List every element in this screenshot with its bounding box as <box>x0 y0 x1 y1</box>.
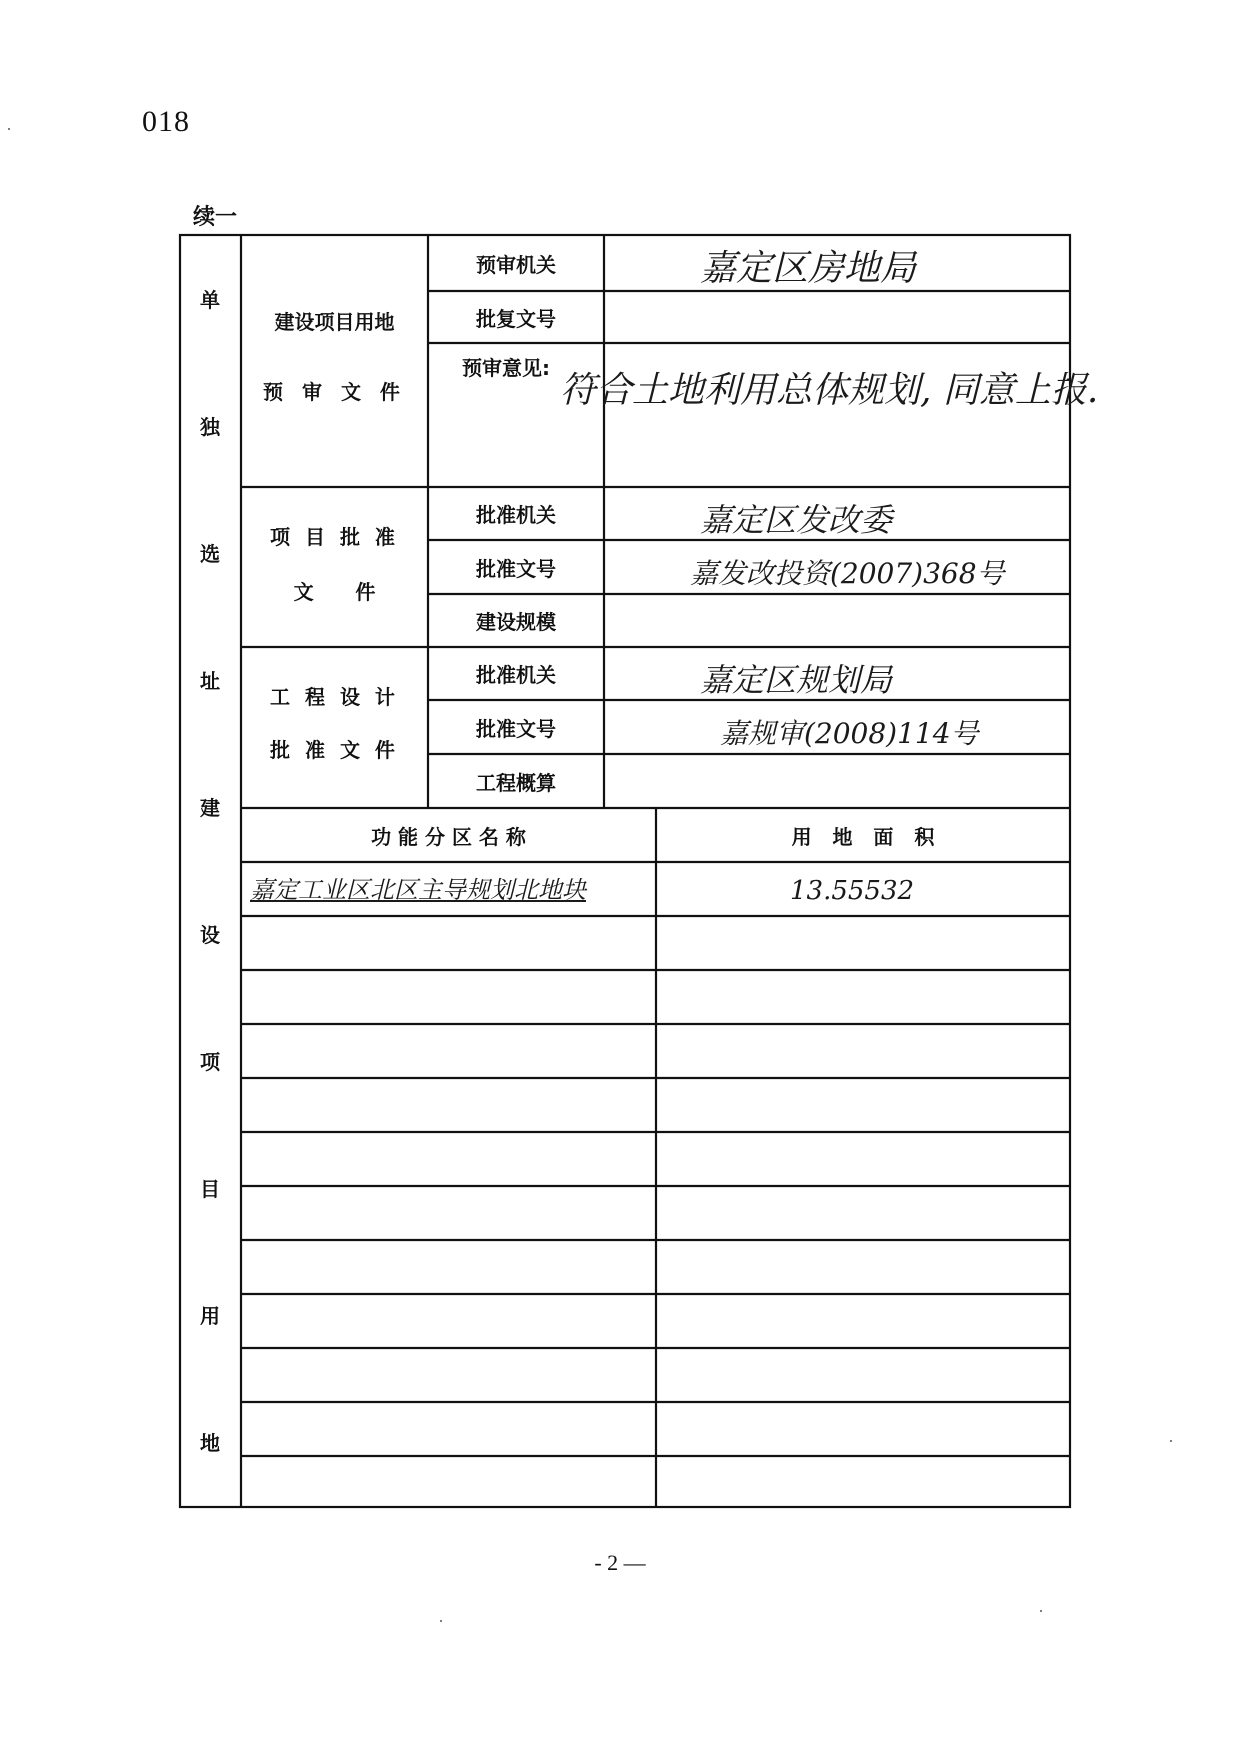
section1-label-line1: 建设项目用地 <box>274 309 395 334</box>
section3-label-line1: 工 程 设 计 <box>270 684 399 709</box>
vertical-title-char: 目 <box>200 1177 220 1201</box>
project-approval-doc-no-label: 批准文号 <box>476 556 556 581</box>
page-number: 018 <box>142 105 190 138</box>
section1-label-line2: 预 审 文 件 <box>263 379 406 404</box>
section2-label-line1: 项 目 批 准 <box>270 524 399 549</box>
pre-review-authority-label: 预审机关 <box>476 252 556 277</box>
opinion-value: 符合土地利用总体规划, 同意上报. <box>560 370 1099 411</box>
vertical-title-char: 单 <box>200 288 220 312</box>
pre-review-authority-value: 嘉定区房地局 <box>700 248 917 289</box>
scan-speck <box>8 128 10 130</box>
land-area-value: 13.55532 <box>790 876 915 906</box>
construction-scale-label: 建设规模 <box>476 610 556 634</box>
project-approval-authority-label: 批准机关 <box>476 503 556 527</box>
vertical-title-char: 项 <box>200 1050 220 1074</box>
project-approval-authority-value: 嘉定区发改委 <box>700 501 893 539</box>
vertical-title-char: 选 <box>200 542 220 566</box>
vertical-title-char: 址 <box>200 669 220 693</box>
vertical-title-char: 用 <box>200 1304 220 1328</box>
vertical-title-char: 设 <box>200 923 220 947</box>
vertical-title-char: 地 <box>200 1431 220 1455</box>
functional-zone-name: 嘉定工业区北区主导规划北地块 <box>250 876 586 904</box>
design-approval-doc-no-value: 嘉规审(2008)114号 <box>720 717 979 750</box>
section2-label-line2: 文 件 <box>293 579 376 604</box>
design-approval-authority-label: 批准机关 <box>476 663 556 687</box>
design-approval-authority-value: 嘉定区规划局 <box>700 661 893 699</box>
functional-zone-header: 功 能 分 区 名 称 <box>371 824 526 849</box>
approval-doc-no-label: 批复文号 <box>476 306 556 331</box>
land-area-header: 用 地 面 积 <box>791 824 935 849</box>
vertical-title <box>180 235 240 1505</box>
scan-speck <box>440 1620 442 1622</box>
scan-speck <box>1170 1440 1172 1442</box>
opinion-label: 预审意见: <box>462 355 550 380</box>
design-approval-doc-no-label: 批准文号 <box>476 716 556 741</box>
continuation-label: 续一 <box>193 205 238 230</box>
vertical-title-char: 独 <box>200 415 220 439</box>
page-footer: - 2 — <box>594 1550 646 1575</box>
scan-speck <box>1040 1610 1042 1612</box>
vertical-title-char: 建 <box>200 796 220 820</box>
section3-label-line2: 批 准 文 件 <box>270 737 399 762</box>
project-approval-doc-no-value: 嘉发改投资(2007)368号 <box>690 557 1005 590</box>
budget-estimate-label: 工程概算 <box>476 770 556 795</box>
